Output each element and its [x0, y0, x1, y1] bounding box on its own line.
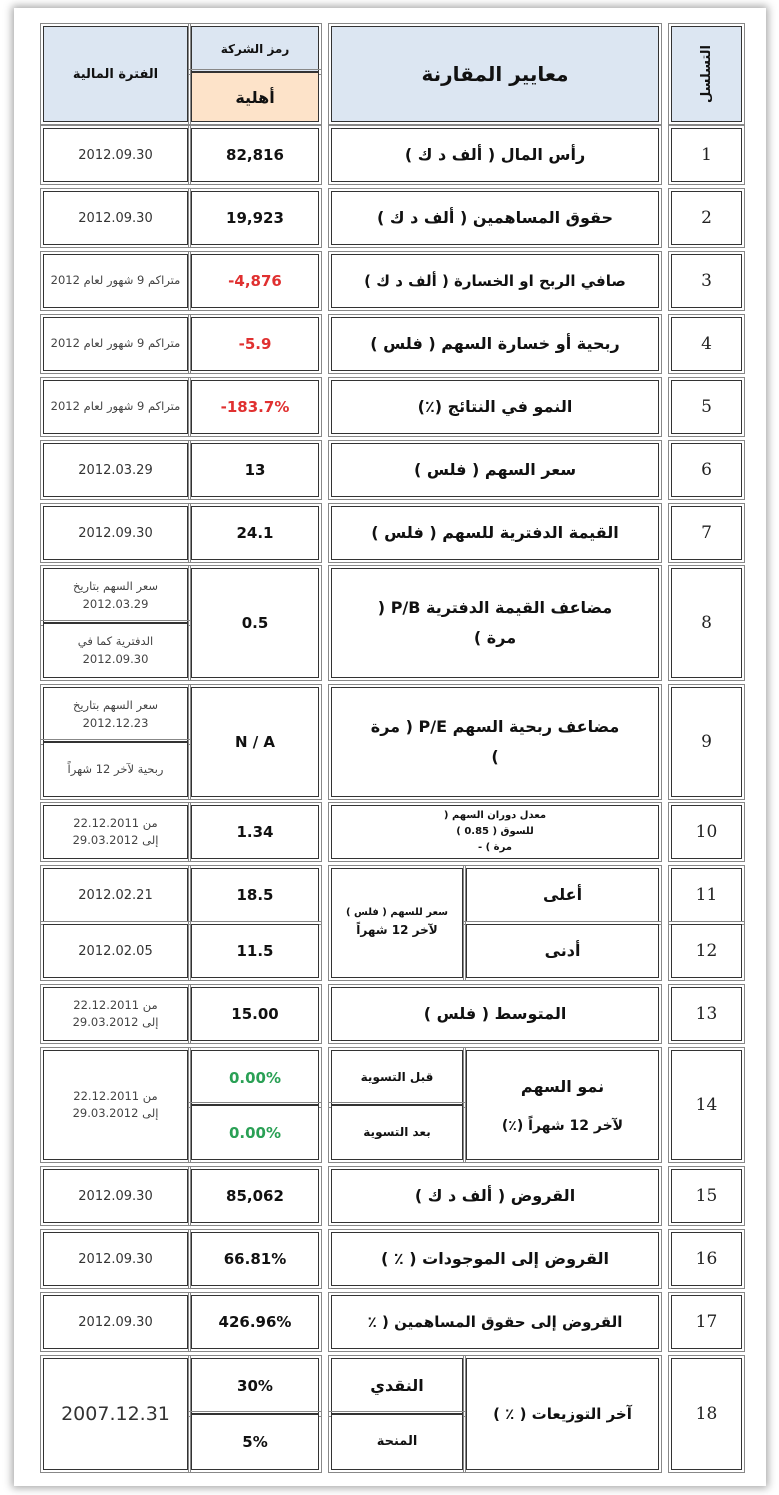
header-seq [671, 26, 742, 122]
row-3-seq: 3 [671, 254, 742, 308]
row-1-period: 2012.09.30 [43, 128, 188, 182]
row-6-criteria: سعر السهم ( فلس ) [331, 443, 659, 497]
row-15-period: 2012.09.30 [43, 1169, 188, 1223]
row-8-criteria-line1: مضاعف القيمة الدفترية P/B ( [377, 597, 613, 617]
row-12-value: 11.5 [191, 924, 319, 978]
row-5-criteria: النمو في النتائج (٪) [331, 380, 659, 434]
row-3-criteria: صافي الربح او الخسارة ( ألف د ك ) [331, 254, 659, 308]
row-13-criteria: المتوسط ( فلس ) [331, 987, 659, 1041]
row-15-criteria: القروض ( ألف د ك ) [331, 1169, 659, 1223]
row-11-label: أعلى [466, 868, 659, 922]
row-16-seq: 16 [671, 1232, 742, 1286]
header-company-label: أهلية [235, 87, 275, 107]
row-8-criteria [331, 568, 659, 678]
row-18-sub-bonus: المنحة [331, 1414, 463, 1470]
row-9-seq: 9 [671, 687, 742, 797]
row-2-criteria: حقوق المساهمين ( ألف د ك ) [331, 191, 659, 245]
row-1-criteria: رأس المال ( ألف د ك ) [331, 128, 659, 182]
row-7-criteria: القيمة الدفترية للسهم ( فلس ) [331, 506, 659, 560]
row-14-sub-after: بعد التسوية [331, 1105, 463, 1160]
row-17-criteria: القروض إلى حقوق المساهمين ( ٪ [331, 1295, 659, 1349]
row-12-seq: 12 [671, 924, 742, 978]
header-symbol-label: رمز الشركة [220, 42, 290, 56]
row-18-sub-cash: النقدي [331, 1358, 463, 1414]
header-criteria [331, 26, 659, 122]
row-3-period: متراكم 9 شهور لعام 2012 [43, 254, 188, 308]
row-7-period: 2012.09.30 [43, 506, 188, 560]
row-9-criteria-line2: ) [491, 747, 499, 766]
row-8-value: 0.5 [191, 568, 319, 678]
row-2-seq: 2 [671, 191, 742, 245]
row-18-seq: 18 [671, 1358, 742, 1470]
row-4-period: متراكم 9 شهور لعام 2012 [43, 317, 188, 371]
row-14-period [43, 1050, 188, 1160]
header-seq-label: التسلسل [699, 44, 714, 103]
header-period [43, 26, 188, 122]
row-14-value-before: 0.00% [191, 1050, 319, 1105]
row-4-criteria: ربحية أو خسارة السهم ( فلس ) [331, 317, 659, 371]
row-11-period: 2012.02.21 [43, 868, 188, 922]
row-13-seq: 13 [671, 987, 742, 1041]
row-5-period: متراكم 9 شهور لعام 2012 [43, 380, 188, 434]
row-15-value: 85,062 [191, 1169, 319, 1223]
row-14-criteria [466, 1050, 659, 1160]
row-3-value: -4,876 [191, 254, 319, 308]
row-8-seq: 8 [671, 568, 742, 678]
row-1-value: 82,816 [191, 128, 319, 182]
row-18-period: 2007.12.31 [43, 1358, 188, 1470]
row-6-period: 2012.03.29 [43, 443, 188, 497]
row-13-period-from: من 22.12.2011 [73, 997, 158, 1012]
row-2-period: 2012.09.30 [43, 191, 188, 245]
row-11-seq: 11 [671, 868, 742, 922]
row-10-criteria-line3: مرة ) - [478, 842, 512, 853]
row-10-period-to: إلى 29.03.2012 [72, 833, 159, 847]
row-14-criteria-line2: لآخر 12 شهراً (٪) [501, 1117, 624, 1134]
row-10-criteria [331, 805, 659, 859]
row-8-period-b: الدفترية كما في 2012.09.30 [43, 623, 188, 678]
row-4-value: -5.9 [191, 317, 319, 371]
row-18-value-cash: 30% [191, 1358, 319, 1414]
row-6-value: 13 [191, 443, 319, 497]
row-16-criteria: القروض إلى الموجودات ( ٪ ) [331, 1232, 659, 1286]
row-8-period-a: سعر السهم بتاريخ 2012.03.29 [43, 568, 188, 623]
row-13-value: 15.00 [191, 987, 319, 1041]
row-10-period [43, 805, 188, 859]
row-7-value: 24.1 [191, 506, 319, 560]
row-14-value-after: 0.00% [191, 1105, 319, 1160]
row-9-criteria-line1: مضاعف ربحية السهم P/E ( مرة [370, 716, 620, 736]
row-11-12-group-line1: سعر للسهم ( فلس ) [346, 907, 448, 919]
row-16-value: 66.81% [191, 1232, 319, 1286]
row-10-criteria-line1: معدل دوران السهم ( [443, 810, 547, 821]
row-10-seq: 10 [671, 805, 742, 859]
row-10-value: 1.34 [191, 805, 319, 859]
row-11-value: 18.5 [191, 868, 319, 922]
row-14-period-from: من 22.12.2011 [73, 1088, 158, 1103]
row-1-seq: 1 [671, 128, 742, 182]
row-9-value: N / A [191, 687, 319, 797]
row-14-period-to: إلى 29.03.2012 [72, 1106, 159, 1120]
row-14-criteria-line1: نمو السهم [520, 1077, 605, 1096]
row-17-value: 426.96% [191, 1295, 319, 1349]
row-7-seq: 7 [671, 506, 742, 560]
row-9-period-b: ربحية لآخر 12 شهراً [43, 742, 188, 797]
row-5-value: -183.7% [191, 380, 319, 434]
row-6-seq: 6 [671, 443, 742, 497]
row-18-value-bonus: 5% [191, 1414, 319, 1470]
row-13-period [43, 987, 188, 1041]
row-13-period-to: إلى 29.03.2012 [72, 1015, 159, 1029]
row-17-period: 2012.09.30 [43, 1295, 188, 1349]
row-14-seq: 14 [671, 1050, 742, 1160]
header-period-label: الفترة المالية [72, 66, 159, 82]
header-company [191, 72, 319, 122]
row-12-label: أدنى [466, 924, 659, 978]
row-16-period: 2012.09.30 [43, 1232, 188, 1286]
row-11-12-group-line2: لآخر 12 شهراً [356, 923, 438, 938]
row-5-seq: 5 [671, 380, 742, 434]
row-9-criteria [331, 687, 659, 797]
row-9-period-a: سعر السهم بتاريخ 2012.12.23 [43, 687, 188, 742]
row-15-seq: 15 [671, 1169, 742, 1223]
row-12-period: 2012.02.05 [43, 924, 188, 978]
row-8-criteria-line2: مرة ) [473, 628, 517, 647]
row-14-sub-before: قبل التسوية [331, 1050, 463, 1105]
row-2-value: 19,923 [191, 191, 319, 245]
row-10-period-from: من 22.12.2011 [73, 815, 158, 830]
row-17-seq: 17 [671, 1295, 742, 1349]
header-criteria-label: معايير المقارنة [421, 62, 569, 86]
row-11-12-group-label [331, 868, 463, 978]
header-symbol [191, 26, 319, 72]
row-18-criteria: آخر التوزيعات ( ٪ ) [466, 1358, 659, 1470]
row-4-seq: 4 [671, 317, 742, 371]
row-10-criteria-line2: للسوق ( 0.85 ) [456, 826, 534, 837]
